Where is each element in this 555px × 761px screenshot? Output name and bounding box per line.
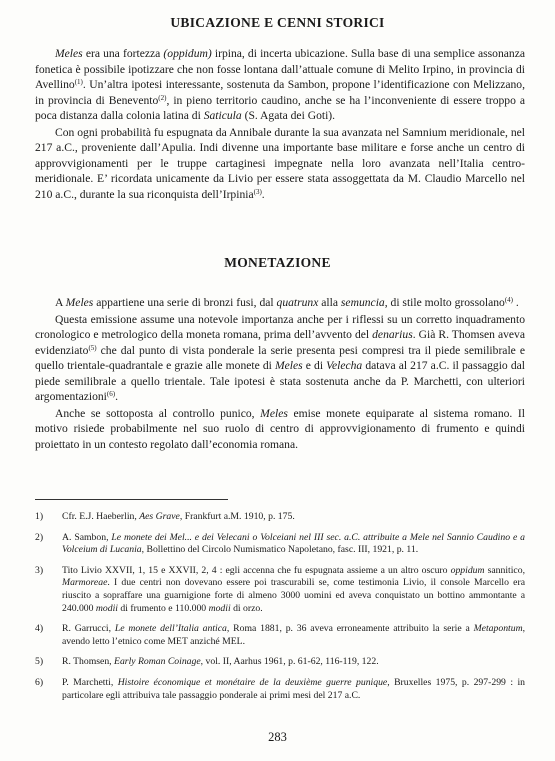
term-meles: Meles [274,359,303,372]
term-quatrunx: quatrunx [276,296,319,309]
term-meles: Meles [55,47,83,60]
section-ubicazione-body [35,46,525,202]
footnote-1 [35,511,525,524]
footnote-5 [35,656,525,669]
text-run: R. Garrucci, [62,623,115,635]
text-run: datava al 217 a.C. il passaggio dal piede semilibrale a quello trientale. Tale ipotesi è stata sostenuta anche da P. Marchetti, con ulteriori argomentazioni [35,359,525,403]
text-run: , avendo letto l’etnico come MET anziché MEL. [62,623,525,647]
title-run: Le monete dei Mel... e dei Velecani o Volceiani nel III sec. a.C. attribuite a Mele nel Sannio Caudino e a Volceium di Lucania [62,531,525,556]
term-oppidum: (oppidum) [163,47,212,60]
term-denarius: denarius [372,328,413,341]
footnote-number: 3) [35,564,44,576]
text-run: Tito Livio XXVII, 1, 15 e XXVII, 2, 4 : egli accenna che fu espugnata assieme a un altro oscuro [62,564,451,576]
section-monetazione-body [35,295,525,452]
paragraph-3 [35,295,525,311]
footnote-text [62,623,525,648]
text-run: Cfr. E.J. Haeberlin, [62,511,140,522]
term-semuncia: semuncia [340,296,385,309]
text-run: A. Sambon, [62,531,112,543]
footnote-separator [35,499,228,500]
text-run: , Bollettino del Circolo Numismatico Napoletano, fasc. III, 1921, p. 11. [141,544,419,556]
text-run: e di [302,359,327,372]
footnote-ref-2[interactable]: (2) [158,93,167,102]
text-run: . I due centri non dovevano essere poi trascurabili se, come testimonia Livio, il console Marcello era riuscito a sopraffare una guarnigione forte di almeno 3000 uomini ed aveva conquistato un bottino ammontante a 240.000 [62,577,525,614]
footnote-ref-3[interactable]: (3) [253,187,262,196]
paragraph-4 [35,312,525,405]
footnote-3 [35,565,525,615]
text-run: (S. Agata dei Goti). [241,109,336,122]
heading-monetazione: MONETAZIONE [224,255,331,270]
text-run: di frumento e 110.000 [117,602,209,614]
text-run: alla [318,296,341,309]
text-run: . Già R. Thomsen aveva evidenziato [35,328,525,357]
footnote-text [62,532,525,557]
footnotes-list [35,511,525,710]
footnote-number: 6) [35,676,44,688]
paragraph-1 [35,46,525,124]
paragraph-5 [35,406,525,453]
text-run: di orzo. [230,602,263,614]
term-saticula: Saticula [203,109,242,122]
text-run: . Un’altra ipotesi interessante, sostenuta da Sambon, propone l’identificazione con Melizzano, in provincia di Benevento [35,78,525,107]
title-run: Aes Grave [139,511,180,522]
title-run: Early Roman Coinage [114,656,201,668]
text-run: A [55,296,66,309]
text-run: P. Marchetti, [62,676,118,688]
page-number: 283 [268,730,287,744]
text-run: . [261,187,265,201]
footnote-number: 1) [35,511,44,522]
footnote-number: 2) [35,531,44,543]
paragraph-2 [35,125,525,203]
footnote-text [62,677,525,702]
footnote-ref-1[interactable]: (1) [74,78,83,86]
footnote-text [62,656,525,669]
title-run: Metapontum [473,623,523,635]
footnote-4 [35,623,525,648]
footnote-ref-4[interactable]: (4) [504,296,514,304]
footnote-number: 4) [35,623,44,635]
footnote-number: 5) [35,656,44,668]
title-run: modii [95,602,118,614]
term-meles: Meles [65,296,94,309]
text-run: appartiene una serie di bronzi fusi, dal [93,296,277,309]
text-run: emise monete equiparate al sistema romano. Il motivo risiede probabilmente nel suo ruolo di centro di approvvigionamento di frumento e quindi proiettato in un contesto regolato dall’economia romana. [35,406,525,451]
text-run: , Frankfurt a.M. 1910, p. 175. [179,511,295,522]
text-run: era una fortezza [82,47,164,60]
text-run: . [513,296,519,309]
title-run: Histoire économique et monétaire de la deuxième guerre punique [117,676,388,688]
text-run: R. Thomsen, [62,656,115,668]
term-velecha: Velecha [326,359,363,372]
heading-ubicazione: UBICAZIONE E CENNI STORICI [170,15,385,30]
title-run: oppidum [450,564,485,576]
footnote-2 [35,532,525,557]
text-run: sannitico, [484,564,525,576]
text-run: Questa emissione assume una notevole importanza anche per i riflessi su un corretto inquadramento cronologico e metrologico della moneta romana, prima dell’avvento del [35,312,525,341]
text-run: , in pieno territorio caudino, anche se ha l’inconveniente di essere troppo a poca distanza dalla colonia latina di [35,93,526,122]
text-run: , Roma 1881, p. 36 aveva erroneamente attribuito la serie a [226,623,474,635]
footnote-text [62,511,525,524]
footnote-ref-6[interactable]: (6) [106,390,116,398]
title-run: Le monete dell’Italia antica [114,623,227,635]
text-run: che dal punto di vista ponderale la serie presenta pesi compresi tra il piede semilibrale e quello trientale-quadrantale e grazie alle monete di [35,343,525,372]
text-run: , di stile molto grossolano [384,296,505,309]
text-run: . [115,390,118,403]
footnote-ref-5[interactable]: (5) [88,343,97,352]
title-run: modii [208,602,231,614]
text-run: irpina, di incerta ubicazione. Sulla base di una semplice assonanza fonetica è possibile ipotizzare che non fosse lontana dall’attuale comune di Melito Irpino, in provincia di Avellino [35,47,525,91]
text-run: , vol. II, Aarhus 1961, p. 61-62, 116-119, 122. [200,656,379,668]
text-run: Con ogni probabilità fu espugnata da Annibale durante la sua avanzata nel Samnium meridionale, nel 217 a.C., proveniente dall’Apulia. Indi divenne una importante base militare e forse anche un centro di approvvigionamenti per le truppe cartaginesi impegnate nella loro avanzata nell’Italia centro-meridionale. E’ ricordata unicamente da Livio per essere stata assoggettata da M. Claudio Marcello nel 210 a.C., durante la sua riconquista dell’Irpinia [35,125,525,201]
text-run: , Bruxelles 1975, p. 297-299 : in particolare egli attribuiva tale passaggio ponderale ai primi mesi del 217 a.C. [62,676,525,701]
title-run: Marmoreae [62,577,108,589]
footnote-6 [35,677,525,702]
footnote-text [62,565,525,615]
text-run: Anche se sottoposta al controllo punico, [55,406,261,420]
term-meles: Meles [260,406,288,420]
